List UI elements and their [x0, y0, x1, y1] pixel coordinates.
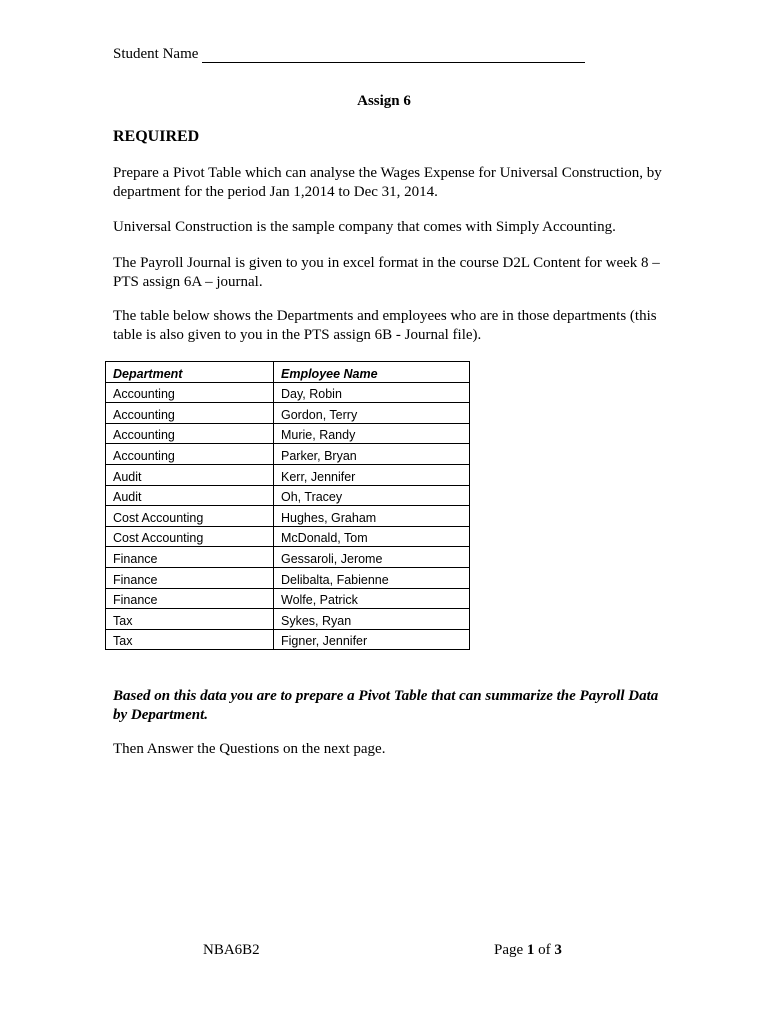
department-cell: Audit: [106, 485, 274, 506]
table-row: [106, 609, 470, 630]
department-cell: Tax: [106, 609, 274, 630]
table-row: [106, 485, 470, 506]
employee-name-cell: Kerr, Jennifer: [274, 464, 470, 485]
paragraph-table-intro: The table below shows the Departments and employees who are in those departments (this table is also given to you in the PTS assign 6B - Journal file).: [113, 308, 657, 343]
page-current: 1: [526, 942, 535, 958]
department-cell: Tax: [106, 629, 274, 650]
student-name-label: Student Name: [113, 46, 199, 62]
table-row: [106, 382, 470, 403]
department-cell: Finance: [106, 567, 274, 588]
department-cell: Accounting: [106, 382, 274, 403]
table-row: [106, 629, 470, 650]
page-word: Page: [494, 942, 524, 958]
table-row: [106, 444, 470, 465]
pivot-task-emphasis: Based on this data you are to prepare a Pivot Table that can summarize the Payroll Data by Department.: [113, 688, 659, 723]
employee-name-cell: Hughes, Graham: [274, 506, 470, 527]
department-cell: Accounting: [106, 403, 274, 424]
employee-name-cell: Sykes, Ryan: [274, 609, 470, 630]
employee-name-cell: Parker, Bryan: [274, 444, 470, 465]
paragraph-pivot-instructions: Prepare a Pivot Table which can analyse the Wages Expense for Universal Construction, by department for the period Jan 1,2014 to Dec 31, 2014.: [113, 165, 662, 200]
department-cell: Finance: [106, 547, 274, 568]
column-header-employee-name: Employee Name: [274, 362, 470, 383]
table-header-row: [106, 362, 470, 383]
footer-course-code: NBA6B2: [203, 942, 260, 958]
table-row: [106, 403, 470, 424]
department-employee-table: [105, 361, 470, 650]
department-cell: Finance: [106, 588, 274, 609]
table-row: [106, 464, 470, 485]
employee-name-cell: Delibalta, Fabienne: [274, 567, 470, 588]
table-row: [106, 506, 470, 527]
page-total: 3: [554, 942, 562, 958]
paragraph-company-note: Universal Construction is the sample company that comes with Simply Accounting.: [113, 219, 616, 235]
table-row: [106, 588, 470, 609]
table-row: [106, 526, 470, 547]
employee-name-cell: Figner, Jennifer: [274, 629, 470, 650]
page-of: of: [538, 942, 551, 958]
closing-instruction: Then Answer the Questions on the next page.: [113, 741, 386, 757]
department-cell: Accounting: [106, 444, 274, 465]
table-row: [106, 423, 470, 444]
employee-name-cell: Murie, Randy: [274, 423, 470, 444]
paragraph-payroll-journal: The Payroll Journal is given to you in excel format in the course D2L Content for week 8 – PTS assign 6A – journal.: [113, 255, 660, 290]
department-cell: Cost Accounting: [106, 526, 274, 547]
department-cell: Audit: [106, 464, 274, 485]
footer-page-number: [494, 942, 562, 959]
employee-name-cell: Wolfe, Patrick: [274, 588, 470, 609]
employee-name-cell: Oh, Tracey: [274, 485, 470, 506]
table-row: [106, 567, 470, 588]
department-cell: Cost Accounting: [106, 506, 274, 527]
employee-name-cell: Gessaroli, Jerome: [274, 547, 470, 568]
employee-name-cell: McDonald, Tom: [274, 526, 470, 547]
student-name-line: [113, 46, 585, 63]
column-header-department: Department: [106, 362, 274, 383]
employee-name-cell: Day, Robin: [274, 382, 470, 403]
required-heading: REQUIRED: [113, 128, 200, 145]
department-cell: Accounting: [106, 423, 274, 444]
page-title: Assign 6: [357, 93, 411, 109]
table-row: [106, 547, 470, 568]
student-name-blank: [202, 47, 585, 63]
employee-name-cell: Gordon, Terry: [274, 403, 470, 424]
